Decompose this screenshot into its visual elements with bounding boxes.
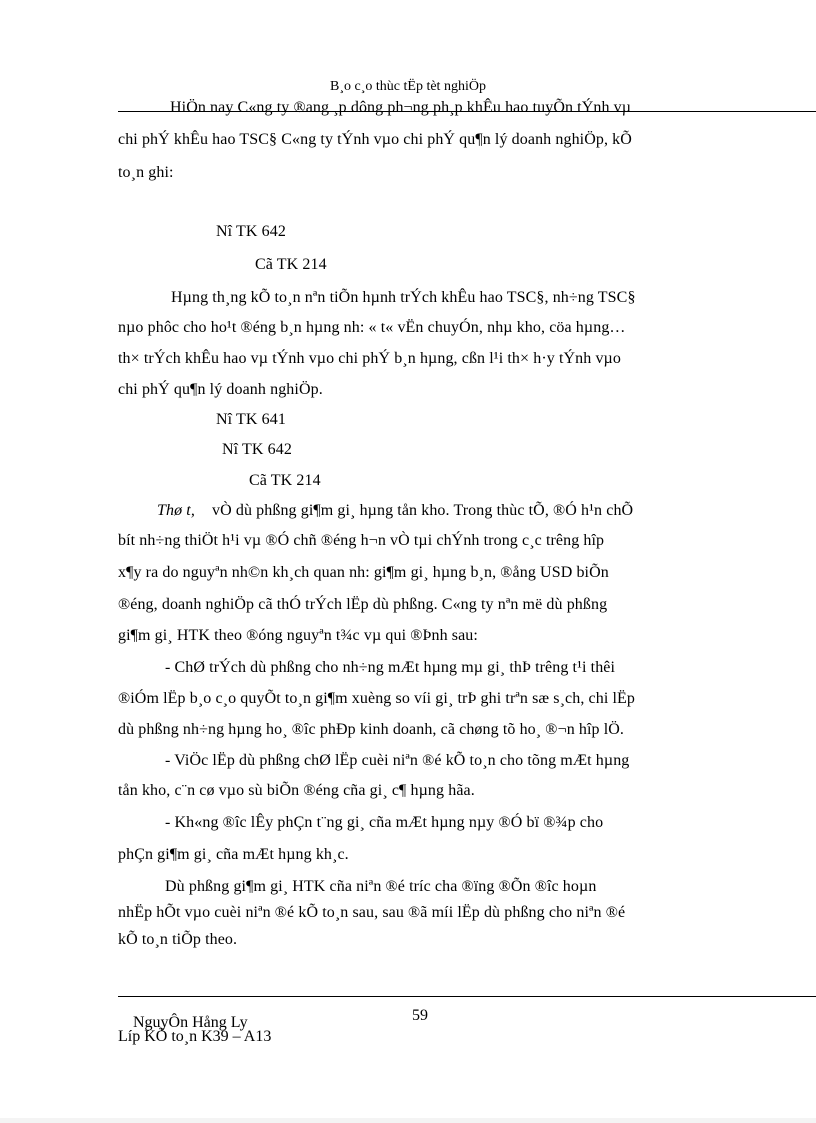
page-bottom-band [0, 1118, 816, 1123]
journal-entry-credit: Cã TK 214 [249, 472, 321, 489]
paragraph-line: dù phßng nh÷ng hµng ho¸ ®îc phÐp kinh doanh, cã chøng tõ ho¸ ®¬n hîp lÖ. [118, 721, 625, 738]
paragraph-line: ®éng, doanh nghiÖp cã thÓ trÝch lËp dù phßng. C«ng ty nªn më dù phßng [118, 596, 608, 613]
list-item: - ChØ trÝch dù phßng cho nh÷ng mÆt hµng mµ gi¸ thÞ trêng t¹i thêi [165, 659, 616, 676]
paragraph-line: Hµng th¸ng kÕ to¸n nªn tiÕn hµnh trÝch khÊu hao TSC§, nh÷ng TSC§ [171, 289, 636, 306]
paragraph-line: ®iÓm lËp b¸o c¸o quyÕt to¸n gi¶m xuèng so víi gi¸ trÞ ghi trªn sæ s¸ch, chi lËp [118, 690, 636, 707]
paragraph-line: chi phÝ qu¶n lý doanh nghiÖp. [118, 381, 323, 398]
paragraph-line: phÇn gi¶m gi¸ cña mÆt hµng kh¸c. [118, 846, 349, 863]
paragraph-line: gi¶m gi¸ HTK theo ®óng nguyªn t¾c vµ qui ®Þnh sau: [118, 627, 478, 644]
journal-entry-debit: Nî TK 642 [216, 223, 286, 240]
paragraph-line: HiÖn nay C«ng ty ®ang ¸p dông ph¬ng ph¸p khÊu hao tuyÕn tÝnh vµ [170, 99, 632, 116]
list-item: - Kh«ng ®îc lÊy phÇn t¨ng gi¸ cña mÆt hµng nµy ®Ó bï ®¾p cho [165, 814, 604, 831]
header-title: B¸o c¸o thùc tËp tèt nghiÖp [330, 79, 486, 94]
paragraph-line: kÕ to¸n tiÕp theo. [118, 931, 238, 948]
paragraph-line: vÒ dù phßng gi¶m gi¸ hµng tån kho. Trong thùc tÕ, ®Ó h¹n chÕ [212, 502, 634, 519]
paragraph-line: Dù phßng gi¶m gi¸ HTK cña niªn ®é tríc cha ®ïng ®Õn ®îc hoµn [165, 878, 597, 895]
journal-entry-credit: Cã TK 214 [255, 256, 327, 273]
list-item: - ViÖc lËp dù phßng chØ lËp cuèi niªn ®é kÕ to¸n cho tõng mÆt hµng [165, 752, 630, 769]
paragraph-line: tån kho, c¨n cø vµo sù biÕn ®éng cña gi¸ c¶ hµng hãa. [118, 782, 475, 799]
paragraph-line: th× trÝch khÊu hao vµ tÝnh vµo chi phÝ b¸n hµng, cßn l¹i th× h·y tÝnh vµo [118, 350, 621, 367]
paragraph-line: nµo phôc cho ho¹t ®éng b¸n hµng nh: « t« vËn chuyÓn, nhµ kho, cöa hµng… [118, 319, 626, 336]
footer-rule [118, 996, 816, 997]
paragraph-line: bít nh÷ng thiÖt h¹i vµ ®Ó chñ ®éng h¬n vÒ tµi chÝnh trong c¸c trêng hîp [118, 532, 605, 549]
section-label-fourth: Thø t, [157, 502, 195, 519]
paragraph-line: nhËp hÕt vµo cuèi niªn ®é kÕ to¸n sau, sau ®ã míi lËp dù phßng cho niªn ®é [118, 904, 626, 921]
footer-author: NguyÔn Hång Ly [133, 1014, 248, 1031]
paragraph-line: x¶y ra do nguyªn nh©n kh¸ch quan nh: gi¶m gi¸ hµng b¸n, ®ång USD biÕn [118, 564, 609, 581]
paragraph-line: to¸n ghi: [118, 164, 174, 181]
page-number: 59 [412, 1007, 428, 1024]
footer-class: Líp KÕ to¸n K39 – A13 [118, 1028, 272, 1045]
journal-entry-debit: Nî TK 642 [222, 441, 292, 458]
journal-entry-debit: Nî TK 641 [216, 411, 286, 428]
paragraph-line: chi phÝ khÊu hao TSC§ C«ng ty tÝnh vµo chi phÝ qu¶n lý doanh nghiÖp, kÕ [118, 131, 632, 148]
